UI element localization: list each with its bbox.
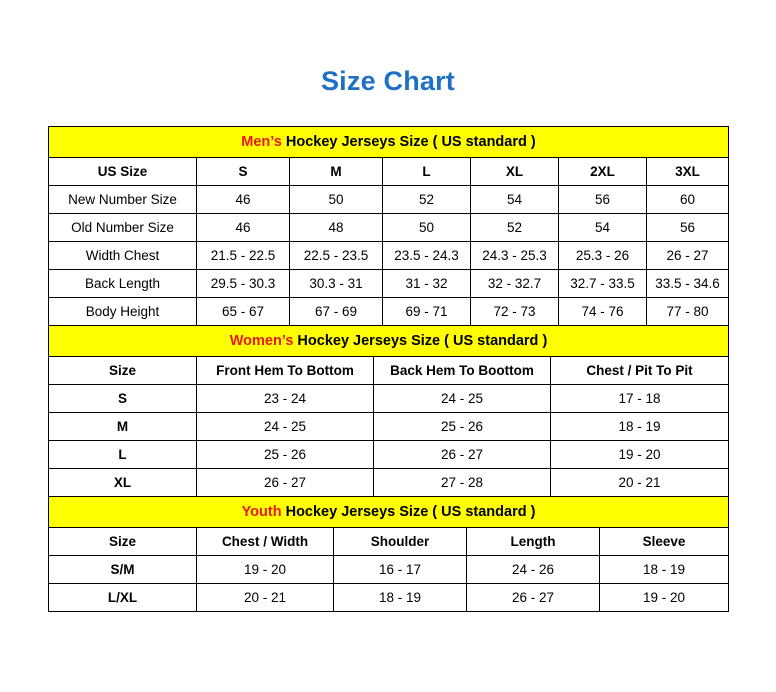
- mens-col-0: US Size: [49, 158, 197, 186]
- table-row: [49, 298, 729, 326]
- mens-row-3-val-3: 32 - 32.7: [471, 270, 559, 298]
- mens-row-0-val-3: 54: [471, 186, 559, 214]
- youth-col-1: Chest / Width: [197, 528, 334, 556]
- youth-col-2: Shoulder: [334, 528, 467, 556]
- youth-row-1-val-3: 19 - 20: [600, 584, 729, 612]
- table-row: [49, 441, 729, 469]
- mens-row-2-val-4: 25.3 - 26: [559, 242, 647, 270]
- mens-heading-rest: Hockey Jerseys Size ( US standard ): [281, 134, 536, 150]
- mens-section-heading: [49, 127, 729, 158]
- youth-heading-accent: Youth: [241, 504, 282, 520]
- mens-column-header-row: [49, 158, 729, 186]
- mens-row-1-label: Old Number Size: [49, 214, 197, 242]
- mens-section-heading-row: [49, 127, 729, 158]
- table-row: [49, 214, 729, 242]
- mens-row-0-val-5: 60: [647, 186, 729, 214]
- mens-row-4-val-2: 69 - 71: [383, 298, 471, 326]
- womens-row-2-val-0: 25 - 26: [197, 441, 374, 469]
- youth-row-0-val-3: 18 - 19: [600, 556, 729, 584]
- mens-row-3-val-1: 30.3 - 31: [290, 270, 383, 298]
- womens-row-0-val-0: 23 - 24: [197, 385, 374, 413]
- womens-row-3-val-2: 20 - 21: [551, 469, 729, 497]
- mens-size-table: [48, 126, 729, 326]
- mens-row-1-val-3: 52: [471, 214, 559, 242]
- womens-section-heading: [49, 326, 729, 357]
- mens-row-1-val-5: 56: [647, 214, 729, 242]
- womens-row-1-val-2: 18 - 19: [551, 413, 729, 441]
- mens-row-2-label: Width Chest: [49, 242, 197, 270]
- mens-row-4-val-1: 67 - 69: [290, 298, 383, 326]
- womens-heading-rest: Hockey Jerseys Size ( US standard ): [293, 333, 548, 349]
- youth-col-3: Length: [467, 528, 600, 556]
- womens-row-3-label: XL: [49, 469, 197, 497]
- womens-size-table: [48, 325, 729, 497]
- youth-row-0-val-2: 24 - 26: [467, 556, 600, 584]
- table-row: [49, 413, 729, 441]
- womens-row-2-val-1: 26 - 27: [374, 441, 551, 469]
- mens-row-1-val-2: 50: [383, 214, 471, 242]
- mens-row-4-label: Body Height: [49, 298, 197, 326]
- youth-column-header-row: [49, 528, 729, 556]
- youth-section-heading-row: [49, 497, 729, 528]
- youth-row-0-val-0: 19 - 20: [197, 556, 334, 584]
- mens-row-1-val-1: 48: [290, 214, 383, 242]
- mens-row-3-val-0: 29.5 - 30.3: [197, 270, 290, 298]
- mens-row-0-label: New Number Size: [49, 186, 197, 214]
- womens-col-2: Back Hem To Boottom: [374, 357, 551, 385]
- womens-row-2-val-2: 19 - 20: [551, 441, 729, 469]
- youth-col-4: Sleeve: [600, 528, 729, 556]
- mens-row-2-val-1: 22.5 - 23.5: [290, 242, 383, 270]
- page-title: Size Chart: [320, 66, 456, 96]
- womens-heading-accent: Women’s: [229, 333, 294, 349]
- youth-row-0-val-1: 16 - 17: [334, 556, 467, 584]
- youth-heading-rest: Hockey Jerseys Size ( US standard ): [281, 504, 536, 520]
- youth-row-1-val-2: 26 - 27: [467, 584, 600, 612]
- mens-row-2-val-2: 23.5 - 24.3: [383, 242, 471, 270]
- mens-row-2-val-5: 26 - 27: [647, 242, 729, 270]
- table-row: [49, 186, 729, 214]
- womens-section-heading-row: [49, 326, 729, 357]
- mens-heading-accent: Men’s: [241, 134, 282, 150]
- youth-section-heading: [49, 497, 729, 528]
- mens-row-4-val-4: 74 - 76: [559, 298, 647, 326]
- table-row: [49, 385, 729, 413]
- mens-row-4-val-0: 65 - 67: [197, 298, 290, 326]
- mens-row-4-val-5: 77 - 80: [647, 298, 729, 326]
- youth-size-table: [48, 496, 729, 612]
- mens-row-0-val-1: 50: [290, 186, 383, 214]
- youth-col-0: Size: [49, 528, 197, 556]
- mens-row-3-val-5: 33.5 - 34.6: [647, 270, 729, 298]
- mens-col-4: XL: [471, 158, 559, 186]
- table-row: [49, 584, 729, 612]
- mens-row-2-val-3: 24.3 - 25.3: [471, 242, 559, 270]
- womens-col-0: Size: [49, 357, 197, 385]
- size-chart-container: [48, 97, 728, 612]
- mens-row-1-val-4: 54: [559, 214, 647, 242]
- mens-row-3-label: Back Length: [49, 270, 197, 298]
- youth-row-0-label: S/M: [49, 556, 197, 584]
- table-row: [49, 469, 729, 497]
- mens-col-1: S: [197, 158, 290, 186]
- mens-col-3: L: [383, 158, 471, 186]
- table-row: [49, 242, 729, 270]
- womens-row-2-label: L: [49, 441, 197, 469]
- mens-col-6: 3XL: [647, 158, 729, 186]
- mens-col-2: M: [290, 158, 383, 186]
- womens-row-0-label: S: [49, 385, 197, 413]
- youth-row-1-label: L/XL: [49, 584, 197, 612]
- womens-row-0-val-2: 17 - 18: [551, 385, 729, 413]
- mens-row-3-val-4: 32.7 - 33.5: [559, 270, 647, 298]
- mens-row-1-val-0: 46: [197, 214, 290, 242]
- mens-row-3-val-2: 31 - 32: [383, 270, 471, 298]
- womens-row-1-val-0: 24 - 25: [197, 413, 374, 441]
- womens-column-header-row: [49, 357, 729, 385]
- mens-row-0-val-2: 52: [383, 186, 471, 214]
- womens-row-1-val-1: 25 - 26: [374, 413, 551, 441]
- table-row: [49, 270, 729, 298]
- table-row: [49, 556, 729, 584]
- mens-row-2-val-0: 21.5 - 22.5: [197, 242, 290, 270]
- mens-row-0-val-4: 56: [559, 186, 647, 214]
- womens-col-3: Chest / Pit To Pit: [551, 357, 729, 385]
- womens-row-3-val-0: 26 - 27: [197, 469, 374, 497]
- womens-col-1: Front Hem To Bottom: [197, 357, 374, 385]
- womens-row-3-val-1: 27 - 28: [374, 469, 551, 497]
- mens-row-0-val-0: 46: [197, 186, 290, 214]
- womens-row-1-label: M: [49, 413, 197, 441]
- mens-col-5: 2XL: [559, 158, 647, 186]
- womens-row-0-val-1: 24 - 25: [374, 385, 551, 413]
- youth-row-1-val-0: 20 - 21: [197, 584, 334, 612]
- mens-row-4-val-3: 72 - 73: [471, 298, 559, 326]
- youth-row-1-val-1: 18 - 19: [334, 584, 467, 612]
